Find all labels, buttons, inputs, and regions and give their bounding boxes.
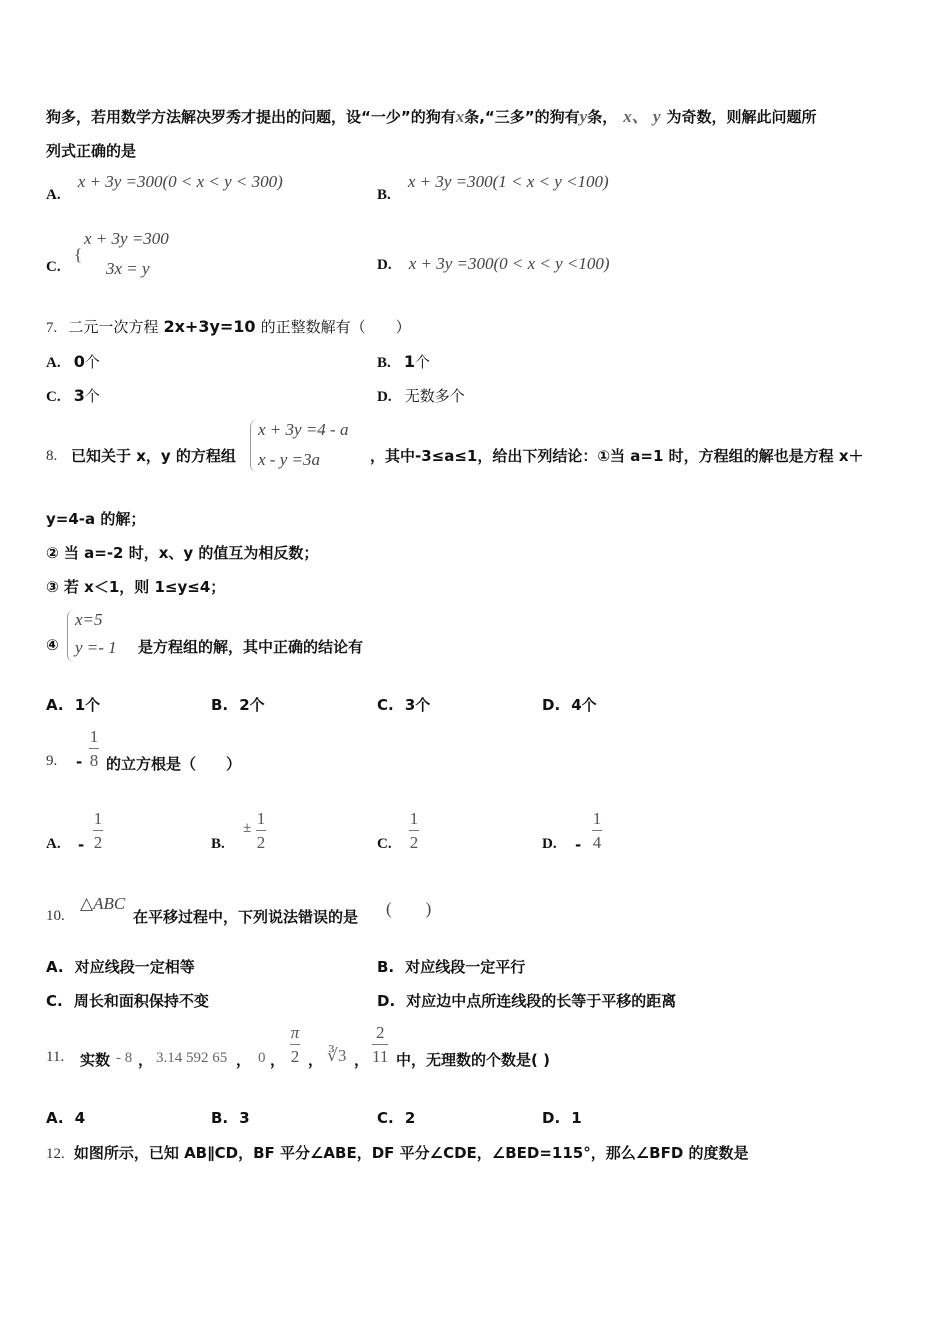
option-label: C. [46,389,61,405]
value-neg-8: - 8 [116,1050,133,1066]
option-fraction [256,810,266,851]
fraction-denominator: 2 [93,833,103,852]
option-unit: 个 [415,353,431,371]
option-text: 3 [239,1109,250,1127]
value-pi-over-2 [290,1024,300,1065]
q9-option-c[interactable] [377,810,507,860]
q8-option-d[interactable] [542,694,597,715]
option-text: 2个 [239,696,265,714]
q12-stem [46,1142,749,1163]
option-text: 1 [571,1109,582,1127]
q6-stem-line2: 列式正确的是 [46,142,137,160]
fraction-denominator: 2 [256,833,266,852]
option-label: B. [377,355,391,371]
q6-option-a[interactable] [46,172,283,203]
fraction-bar [89,748,99,749]
q6-option-d[interactable] [377,254,610,274]
option-label: C. [377,696,394,714]
q7-stem-post: 的正整数解有（ ） [260,318,411,336]
value-decimal: 3.14 592 65 [156,1050,228,1066]
q8-conclusion-3: ③ 若 x＜1，则 1≤y≤4； [46,578,226,596]
option-value: 3 [73,386,85,405]
q10-option-d[interactable] [377,990,676,1011]
q8-stem-pre: 已知关于 x，y 的方程组 [71,447,236,465]
option-text: 对应线段一定相等 [74,958,195,976]
q9-fraction [89,728,99,769]
question-number: 12. [46,1146,65,1162]
q12-stem-text: 如图所示，已知 AB∥CD，BF 平分∠ABE，DF 平分∠CDE，∠BED=115°，那么∠BFD 的度数是 [73,1144,749,1162]
q11-stem [46,1024,606,1072]
question-number: 11. [46,1049,65,1065]
system-row-2: y =- 1 [75,638,117,657]
option-text: 无数多个 [404,387,465,405]
separator: ， [138,1051,154,1069]
q7-option-a[interactable] [46,351,100,372]
q8-option-c[interactable] [377,694,430,715]
option-formula: x + 3y =300(1 < x < y <100) [407,172,609,191]
option-text: 2 [404,1109,416,1127]
system-row-2: x - y =3a [258,450,320,469]
separator: ， [270,1051,286,1069]
q8-conclusion-2: ② 当 a=-2 时，x、y 的值互为相反数； [46,544,319,562]
option-label: B. [211,696,229,714]
option-label: C. [46,259,61,275]
q6-stem-text-b: 条,“三多”的狗有 [464,108,580,126]
option-value: 1 [403,352,415,371]
answer-blank: ( ) [386,899,432,918]
option-label: A. [46,187,61,203]
q7-stem [46,316,411,337]
q6-var-x: x [455,107,465,126]
fraction-numerator: π [290,1023,300,1042]
q7-option-b[interactable] [377,351,430,372]
fraction-numerator: 1 [256,809,266,828]
q11-option-c[interactable] [377,1108,415,1127]
q8-stem-line2: y=4-a 的解； [46,510,146,528]
option-fraction [409,810,419,851]
fraction-numerator: 1 [409,809,419,828]
option-label: A. [46,1109,64,1127]
separator: ， [354,1051,370,1069]
option-label: D. [542,1109,561,1127]
option-label: D. [377,257,392,273]
q8-stem-post: ，其中-3≤a≤1，给出下列结论：①当 a=1 时，方程组的解也是方程 x＋ [370,447,864,465]
q10-option-b[interactable] [377,956,525,977]
option-label: A. [46,958,64,976]
option-label: A. [46,696,64,714]
fraction-bar [409,830,419,831]
option-label: C. [46,992,63,1010]
triangle-abc: △ABC [80,894,126,913]
option-text: 1个 [74,696,101,714]
q7-option-d[interactable] [377,385,465,406]
q8-equation-system [250,418,365,476]
option-label: B. [211,1109,229,1127]
separator: ， [308,1051,324,1069]
option-label: B. [377,958,395,976]
system-row-2: 3x = y [106,259,150,278]
option-label: B. [211,836,225,852]
question-number: 9. [46,753,58,769]
q11-option-d[interactable] [542,1108,582,1127]
fraction-bar [256,830,266,831]
fraction-bar [592,830,602,831]
option-label: A. [46,836,61,852]
fraction-bar [290,1044,300,1045]
fraction-denominator: 2 [290,1047,300,1066]
fraction-numerator: 1 [93,809,103,828]
brace-icon [250,420,257,472]
q6-stem-text-a: 狗多，若用数学方法解决罗秀才提出的问题，设“一少”的狗有 [46,108,456,126]
q7-option-c[interactable] [46,385,100,406]
option-value: 0 [73,352,85,371]
option-text: 对应线段一定平行 [405,958,526,976]
q8-option-a[interactable] [46,694,100,715]
q7-stem-pre: 二元一次方程 [68,318,159,336]
option-sign: ± [243,820,252,836]
q6-option-b[interactable] [377,172,609,203]
q11-option-a[interactable] [46,1108,85,1127]
q10-stem-text: 在平移过程中，下列说法错误的是 [133,908,359,926]
option-fraction [93,810,103,851]
question-number: 8. [46,448,58,464]
fraction-denominator: 11 [372,1047,389,1066]
option-formula: x + 3y =300(0 < x < y < 300) [77,172,283,191]
option-sign: - [78,836,85,854]
q10-stem [46,894,526,934]
q9-option-a[interactable] [46,810,176,860]
q6-var-y: y [579,107,588,126]
option-label: D. [542,696,561,714]
option-label: C. [377,836,392,852]
fraction-denominator: 4 [592,833,602,852]
separator: ， [236,1051,252,1069]
option-label: D. [377,992,396,1010]
q11-stem-post: 中，无理数的个数是( ) [396,1051,550,1069]
q9-option-b[interactable] [211,810,341,860]
q8-option-b[interactable] [211,694,265,715]
q10-option-a[interactable] [46,956,195,977]
fraction-denominator: 8 [89,751,99,770]
option-label: D. [377,389,392,405]
q9-stem-post: 的立方根是（ ） [106,755,242,773]
q6-stem-text-d: 为奇数，则解此问题所 [666,108,817,126]
value-zero: 0 [258,1050,266,1066]
q8-number [46,445,57,465]
brace-icon [67,610,74,662]
q9-option-d[interactable] [542,810,672,860]
option-fraction [592,810,602,851]
q6-stem-line1 [46,102,817,127]
minus-sign: - [76,753,83,771]
q7-equation: 2x+3y=10 [163,317,256,336]
option-unit: 个 [84,353,100,371]
q8-conclusion-4 [46,606,406,666]
question-number: 10. [46,908,65,924]
q10-option-c[interactable] [46,990,209,1011]
option-label: B. [377,187,391,203]
option-label: D. [542,836,557,852]
value-2-over-11 [372,1024,388,1065]
option-text: 4个 [571,696,597,714]
option-text: 3个 [404,696,431,714]
q6-stem-text-c: 条， [587,108,618,126]
option-text: 4 [74,1109,86,1127]
fraction-denominator: 2 [409,833,419,852]
q6-vars-xy: x、 y [623,107,661,126]
system-row-1: x + 3y =300 [84,229,169,248]
option-label: A. [46,355,61,371]
q8-c4-text: 是方程组的解，其中正确的结论有 [138,638,364,656]
option-label: C. [377,1109,394,1127]
brace-icon: { [74,245,83,264]
option-unit: 个 [84,387,100,405]
option-text: 周长和面积保持不变 [73,992,209,1010]
option-text: 对应边中点所连线段的长等于平移的距离 [406,992,677,1010]
question-number: 7. [46,320,58,336]
fraction-bar [93,830,103,831]
fraction-bar [372,1044,388,1045]
value-cube-root-3: ∛3 [327,1046,347,1065]
fraction-numerator: 2 [375,1023,385,1042]
fraction-numerator: 1 [89,727,99,746]
system-row-1: x=5 [75,610,103,629]
option-formula: x + 3y =300(0 < x < y <100) [408,254,610,273]
q11-option-b[interactable] [211,1108,250,1127]
system-row-1: x + 3y =4 - a [258,420,349,439]
q11-stem-pre: 实数 [80,1051,111,1069]
option-sign: - [575,836,582,854]
circled-4-marker: ④ [46,636,59,654]
fraction-numerator: 1 [592,809,602,828]
